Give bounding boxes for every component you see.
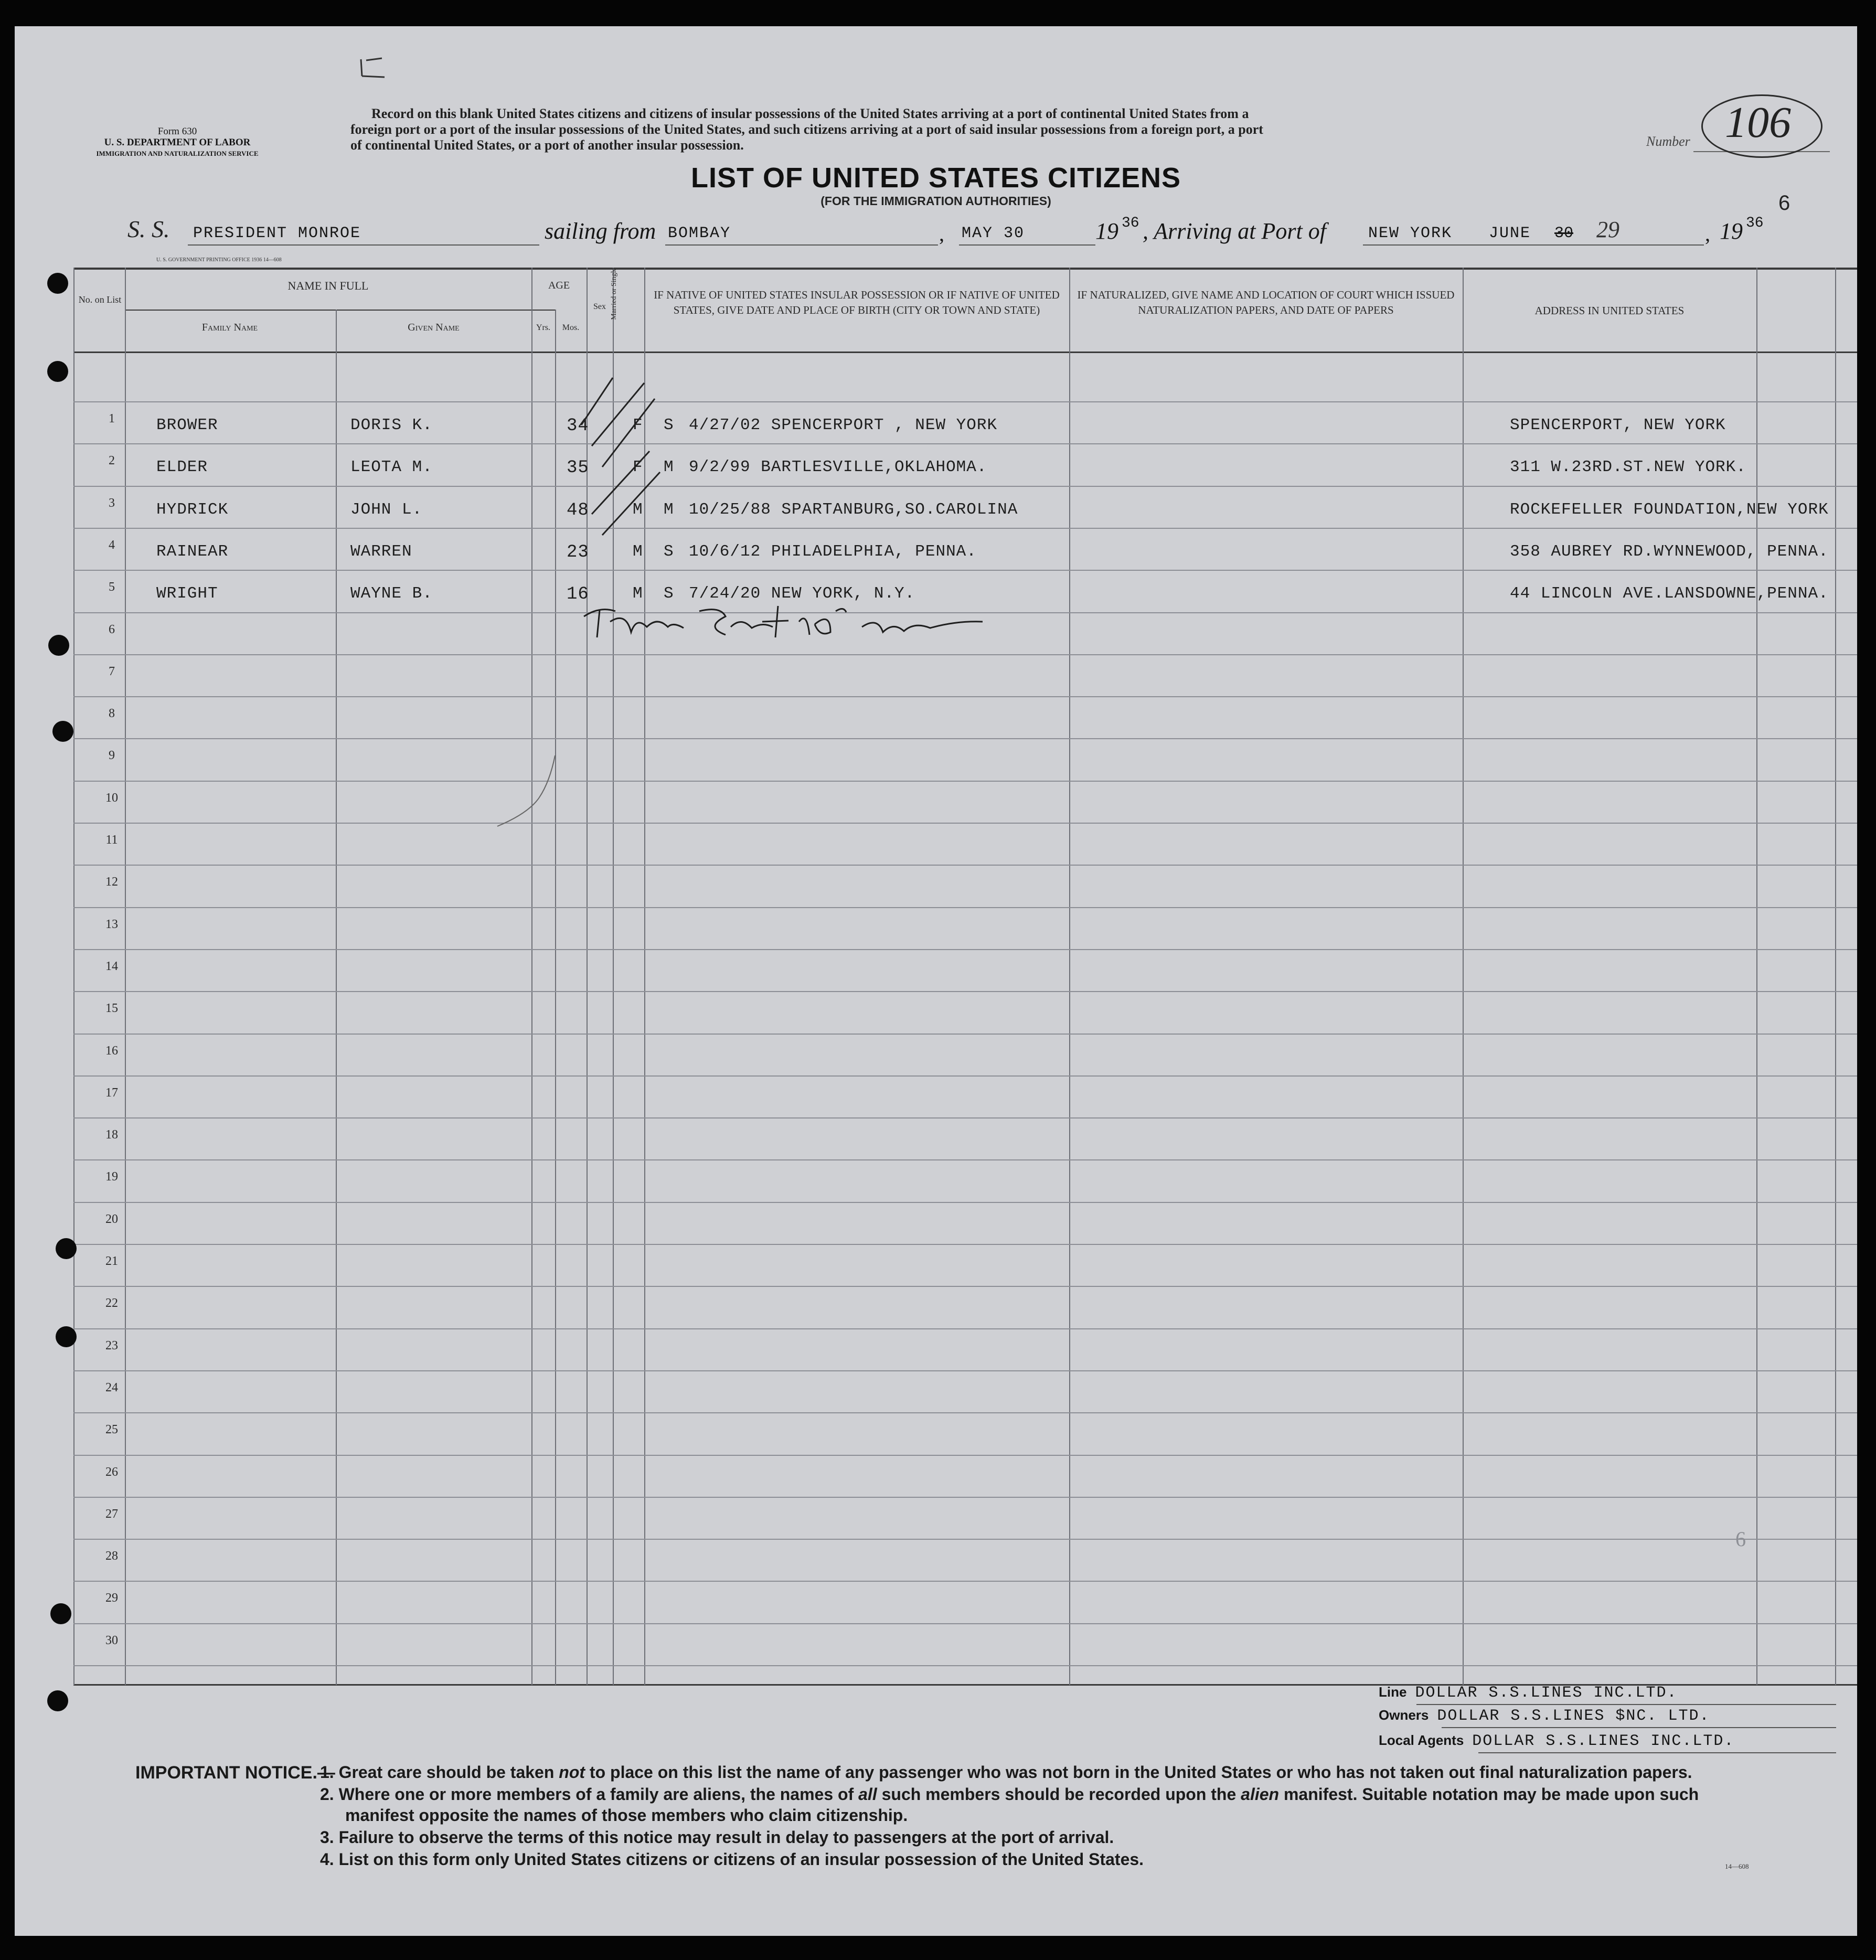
arriving-label: , Arriving at Port of (1143, 218, 1326, 244)
given-name-cell: LEOTA M. (350, 458, 433, 476)
family-name-cell: ELDER (156, 458, 208, 476)
binder-hole (48, 635, 69, 656)
notice-2-text-b: such members should be recorded upon the (877, 1785, 1241, 1804)
corner-mark: 6 (1778, 191, 1790, 215)
row-rule (73, 1244, 1857, 1245)
row-number: 24 (105, 1381, 118, 1394)
instructions-line-2: foreign port or a port of the insular possessions of the United States, and such citizens arriving at a port of said insular possessions from a foreign port, a port (350, 122, 1263, 137)
age-cell: 34 (567, 416, 589, 436)
header-family-name: Family Name (201, 322, 258, 333)
row-rule (73, 1328, 1857, 1329)
from-underline (665, 244, 938, 246)
number-value: 106 (1725, 98, 1791, 147)
birthplace-cell: 9/2/99 BARTLESVILLE,OKLAHOMA. (689, 458, 987, 476)
row-number: 13 (105, 918, 118, 931)
col-line-left (73, 268, 74, 1685)
row-rule (73, 1455, 1857, 1456)
row-number: 12 (105, 875, 118, 889)
sex-cell: M (633, 542, 643, 561)
marital-status-cell: M (664, 458, 674, 476)
row-number: 2 (109, 454, 115, 467)
row-number: 30 (105, 1634, 118, 1647)
notice-2-emphasis-alien: alien (1241, 1785, 1280, 1804)
address-cell: 44 LINCOLN AVE.LANSDOWNE,PENNA. (1510, 584, 1829, 603)
marital-status-cell: S (664, 584, 674, 603)
family-name-cell: HYDRICK (156, 500, 229, 519)
marital-status-cell: M (664, 500, 674, 519)
header-married-single: Married or Single (610, 268, 618, 320)
arrive-year-prefix: 19 (1720, 218, 1743, 244)
address-cell: 358 AUBREY RD.WYNNEWOOD, PENNA. (1510, 542, 1829, 561)
notice-2-emphasis-all: all (858, 1785, 877, 1804)
stray-pencil-mark (487, 750, 571, 845)
sex-cell: F (633, 458, 643, 476)
sex-cell: F (633, 416, 643, 434)
marital-status-cell: S (664, 542, 674, 561)
row-number: 8 (109, 707, 115, 720)
header-mos: Mos. (562, 323, 580, 332)
row-number: 14 (105, 960, 118, 973)
age-cell: 23 (567, 542, 589, 562)
row-rule (73, 443, 1857, 444)
notice-heading: IMPORTANT NOTICE.— (135, 1763, 335, 1783)
local-agents-underline (1478, 1752, 1836, 1753)
marital-status-cell: S (664, 416, 674, 434)
address-cell: SPENCERPORT, NEW YORK (1510, 416, 1726, 434)
row-number: 11 (105, 833, 118, 847)
sail-date: MAY 30 (962, 225, 1025, 242)
comma-1: , (939, 222, 944, 246)
instructions (350, 106, 1568, 153)
age-cell: 16 (567, 584, 589, 604)
pen-stroke-marks (571, 346, 707, 546)
row-number: 19 (105, 1170, 118, 1184)
row-rule (73, 907, 1857, 908)
number-label: Number (1646, 134, 1690, 149)
header-no-on-list: No. on List (78, 294, 122, 305)
age-cell: 48 (567, 500, 589, 520)
row-number: 25 (105, 1423, 118, 1436)
row-rule (73, 1623, 1857, 1624)
address-cell: ROCKEFELLER FOUNDATION,NEW YORK (1510, 500, 1829, 519)
row-number: 9 (109, 749, 115, 762)
family-name-cell: WRIGHT (156, 584, 218, 603)
header-bottom-border (73, 351, 1857, 353)
port-from: BOMBAY (668, 225, 731, 242)
binder-hole (56, 1326, 77, 1347)
instructions-line-3: of continental United States, or a port of another insular possession. (350, 137, 744, 153)
manifest-page (15, 26, 1857, 1936)
row-rule (73, 781, 1857, 782)
binder-hole (47, 273, 68, 294)
form-number: Form 630 (157, 126, 197, 137)
line-value: DOLLAR S.S.LINES INC.LTD. (1415, 1684, 1678, 1702)
line-row (1379, 1684, 1678, 1702)
ss-label: S. S. (127, 216, 170, 242)
row-rule (73, 738, 1857, 739)
owners-label: Owners (1379, 1707, 1429, 1723)
owners-underline (1442, 1727, 1836, 1728)
row-rule (73, 528, 1857, 529)
row-rule (73, 1117, 1857, 1119)
table-top-border (73, 268, 1857, 270)
arrive-day-struck: 30 (1554, 225, 1574, 242)
header-yrs: Yrs. (536, 323, 551, 332)
row-number: 21 (105, 1254, 118, 1268)
owners-row (1379, 1707, 1710, 1725)
name-header-rule (125, 310, 555, 311)
page-title: LIST OF UNITED STATES CITIZENS (691, 162, 1181, 194)
col-line-naturalized (1463, 268, 1464, 1685)
birthplace-cell: 7/24/20 NEW YORK, N.Y. (689, 584, 915, 603)
faint-stamp-six: 6 (1735, 1527, 1746, 1551)
row-number: 26 (105, 1465, 118, 1479)
arrive-month: JUNE (1489, 225, 1531, 242)
line-label: Line (1379, 1684, 1407, 1700)
binder-hole (56, 1238, 77, 1259)
header-name-in-full: NAME IN FULL (287, 279, 369, 292)
col-line-right (1835, 268, 1836, 1685)
arrival-port: NEW YORK (1368, 225, 1453, 242)
corner-pencil-mark (356, 55, 392, 87)
col-line-yrs (555, 310, 556, 1685)
given-name-cell: WARREN (350, 542, 412, 561)
notice-item-4: 4. List on this form only United States citizens or citizens of an insular possession of the United States. (320, 1850, 1144, 1869)
header-address: ADDRESS IN UNITED STATES (1534, 304, 1685, 317)
row-rule (73, 1159, 1857, 1160)
row-rule (73, 991, 1857, 992)
row-rule (73, 1075, 1857, 1077)
row-number: 1 (109, 412, 115, 425)
notice-item-1 (320, 1763, 1692, 1782)
birthplace-cell: 10/6/12 PHILADELPHIA, PENNA. (689, 542, 977, 561)
sail-year-prefix: 19 (1095, 218, 1118, 244)
ship-name: PRESIDENT MONROE (193, 225, 361, 242)
sail-year: 36 (1122, 215, 1139, 231)
handwritten-annotation (568, 595, 988, 653)
row-rule (73, 823, 1857, 824)
row-number: 22 (105, 1296, 118, 1310)
row-number: 7 (109, 665, 115, 678)
row-number: 27 (105, 1507, 118, 1521)
local-agents-label: Local Agents (1379, 1732, 1464, 1748)
sex-cell: M (633, 500, 643, 519)
notice-item-2-cont: manifest opposite the names of those members who claim citizenship. (345, 1806, 908, 1825)
given-name-cell: DORIS K. (350, 416, 433, 434)
row-rule (73, 865, 1857, 866)
row-rule (73, 1202, 1857, 1203)
binder-hole (47, 1690, 68, 1711)
notice-1-text-b: to place on this list the name of any passenger who was not born in the United States or who has not taken out final naturalization papers. (585, 1763, 1692, 1782)
row-number: 15 (105, 1002, 118, 1015)
instructions-line-1: Record on this blank United States citizens and citizens of insular possessions of the United States arriving at a port of continental United States from a (371, 106, 1249, 121)
row-rule (73, 654, 1857, 655)
row-rule (73, 1370, 1857, 1371)
form-header (93, 126, 261, 159)
notice-item-2 (320, 1785, 1699, 1804)
local-agents-value: DOLLAR S.S.LINES INC.LTD. (1472, 1732, 1735, 1750)
print-line: U. S. GOVERNMENT PRINTING OFFICE 1936 14—608 (156, 257, 282, 263)
row-rule (73, 1412, 1857, 1413)
row-number: 28 (105, 1549, 118, 1563)
row-rule (73, 1286, 1857, 1287)
page-subtitle: (FOR THE IMMIGRATION AUTHORITIES) (820, 194, 1051, 208)
row-rule (73, 1581, 1857, 1582)
row-number: 10 (105, 791, 118, 805)
owners-value: DOLLAR S.S.LINES $NC. LTD. (1437, 1707, 1710, 1725)
line-underline (1416, 1704, 1836, 1705)
row-number: 6 (109, 623, 115, 636)
sex-cell: M (633, 584, 643, 603)
row-number: 5 (109, 580, 115, 594)
binder-hole (52, 721, 73, 742)
col-line-family (336, 310, 337, 1685)
age-cell: 35 (567, 458, 589, 478)
address-cell: 311 W.23RD.ST.NEW YORK. (1510, 458, 1746, 476)
local-agents-row (1379, 1732, 1734, 1750)
row-rule (73, 1034, 1857, 1035)
comma-2: , (1705, 222, 1710, 246)
notice-item-3: 3. Failure to observe the terms of this notice may result in delay to passengers at the port of arrival. (320, 1828, 1114, 1847)
row-rule (73, 1539, 1857, 1540)
row-number: 20 (105, 1212, 118, 1226)
col-line-birth (1069, 268, 1070, 1685)
header-age: AGE (548, 280, 570, 291)
notice-1-emphasis: not (559, 1763, 585, 1782)
birthplace-cell: 4/27/02 SPENCERPORT , NEW YORK (689, 416, 998, 434)
arrival-underline (1363, 244, 1704, 246)
footer-code: 14—608 (1725, 1862, 1749, 1870)
row-number: 29 (105, 1591, 118, 1605)
row-rule (73, 570, 1857, 571)
given-name-cell: WAYNE B. (350, 584, 433, 603)
row-number: 3 (109, 496, 115, 510)
family-name-cell: RAINEAR (156, 542, 229, 561)
col-line-address (1756, 268, 1757, 1685)
row-rule (73, 1665, 1857, 1666)
header-naturalized: IF NATURALIZED, GIVE NAME AND LOCATION OF COURT WHICH ISSUED NATURALIZATION PAPERS, AND DATE OF PAPERS (1077, 289, 1455, 316)
notice-2-text-a: 2. Where one or more members of a family are aliens, the names of (320, 1785, 859, 1804)
arrive-day: 29 (1596, 217, 1619, 242)
binder-hole (50, 1603, 71, 1624)
department-name: U. S. DEPARTMENT OF LABOR (104, 137, 251, 148)
binder-hole (47, 361, 68, 382)
row-rule (73, 949, 1857, 950)
arrive-year: 36 (1746, 215, 1764, 231)
row-number: 23 (105, 1339, 118, 1352)
row-number: 18 (105, 1128, 118, 1142)
ship-underline (188, 244, 539, 246)
row-number: 4 (109, 538, 115, 552)
sail-date-underline (959, 244, 1095, 246)
birthplace-cell: 10/25/88 SPARTANBURG,SO.CAROLINA (689, 500, 1018, 519)
header-birth: IF NATIVE OF UNITED STATES INSULAR POSSESSION OR IF NATIVE OF UNITED STATES, GIVE DATE AND PLACE OF BIRTH (CITY OR TOWN AND STATE) (654, 289, 1060, 316)
header-sex: Sex (593, 302, 606, 311)
header-given-name: Given Name (408, 322, 460, 333)
sailing-label: sailing from (545, 218, 656, 244)
pencil-mark-icon (356, 55, 392, 81)
family-name-cell: BROWER (156, 416, 218, 434)
row-rule (73, 1497, 1857, 1498)
notice-1-text-a: 1. Great care should be taken (320, 1763, 559, 1782)
notice-2-text-c: manifest. Suitable notation may be made upon such (1279, 1785, 1699, 1804)
row-rule (73, 401, 1857, 402)
row-number: 17 (105, 1086, 118, 1100)
row-number: 16 (105, 1044, 118, 1058)
row-rule (73, 696, 1857, 697)
row-rule (73, 486, 1857, 487)
col-line-given (531, 268, 532, 1685)
service-name: IMMIGRATION AND NATURALIZATION SERVICE (96, 150, 259, 157)
given-name-cell: JOHN L. (350, 500, 423, 519)
